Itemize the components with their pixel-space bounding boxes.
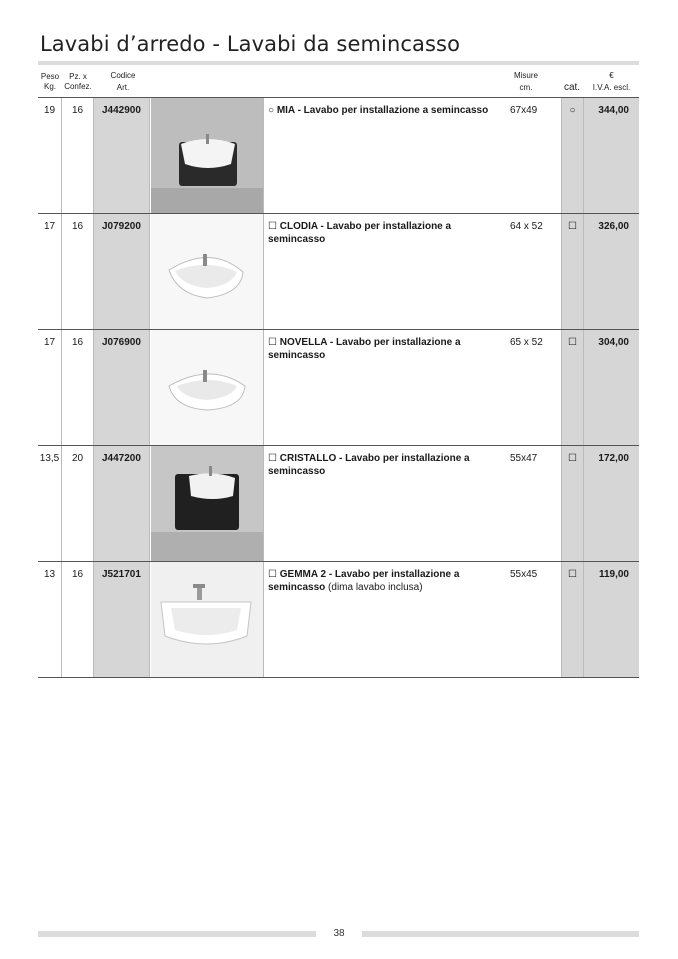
table-row [38, 330, 639, 446]
cell-code: J076900 [94, 330, 150, 445]
product-image [151, 98, 264, 213]
header-codice: Codice Art. [110, 71, 136, 92]
product-image [151, 330, 264, 445]
cell-code: J442900 [94, 98, 150, 213]
basin-illustration [151, 446, 263, 561]
header-cat: cat. [563, 82, 581, 93]
basin-illustration [151, 562, 263, 677]
cell-pz: 16 [62, 98, 94, 213]
header-price: € I.V.A. escl. [592, 71, 631, 92]
table-row [38, 98, 639, 214]
cell-cat: ☐ [561, 446, 584, 561]
cell-description: ○ MIA - Lavabo per installazione a semincasso [268, 105, 489, 116]
cell-misure: 55x47 [510, 453, 538, 464]
cell-description: ☐ GEMMA 2 - Lavabo per installazione a semincasso (dima lavabo inclusa) [268, 569, 460, 593]
cell-price: 304,00 [584, 330, 639, 445]
cell-pz: 16 [62, 330, 94, 445]
basin-illustration [151, 330, 263, 445]
product-image [151, 446, 264, 561]
cell-cat: ○ [561, 98, 584, 213]
cell-code: J079200 [94, 214, 150, 329]
cell-description: ☐ CRISTALLO - Lavabo per installazione a semincasso [268, 453, 470, 477]
cell-peso: 17 [38, 330, 62, 445]
footer-bar-left [38, 931, 316, 937]
page-number: 38 [333, 928, 345, 939]
cell-misure: 65 x 52 [510, 337, 543, 348]
cell-cat: ☐ [561, 330, 584, 445]
cell-price: 326,00 [584, 214, 639, 329]
cell-peso: 13 [38, 562, 62, 677]
cell-cat: ☐ [561, 562, 584, 677]
cell-misure: 55x45 [510, 569, 538, 580]
cell-misure: 64 x 52 [510, 221, 543, 232]
cell-price: 344,00 [584, 98, 639, 213]
table-row [38, 446, 639, 562]
cell-code: J521701 [94, 562, 150, 677]
title-divider [38, 61, 639, 65]
cell-price: 172,00 [584, 446, 639, 561]
product-table [38, 67, 639, 678]
cell-description: ☐ NOVELLA - Lavabo per installazione a semincasso [268, 337, 461, 361]
cell-cat: ☐ [561, 214, 584, 329]
footer-bar-right [362, 931, 639, 937]
product-image [151, 214, 264, 329]
page-title: Lavabi d’arredo - Lavabi da semincasso [40, 32, 461, 56]
basin-illustration [151, 214, 263, 329]
header-peso: Peso Kg. [40, 72, 60, 91]
table-row [38, 562, 639, 678]
cell-pz: 20 [62, 446, 94, 561]
cell-misure: 67x49 [510, 105, 538, 116]
cell-peso: 13,5 [38, 446, 62, 561]
header-misure: Misure cm. [513, 71, 538, 92]
cell-pz: 16 [62, 214, 94, 329]
cell-code: J447200 [94, 446, 150, 561]
table-row [38, 214, 639, 330]
header-pz-confez: Pz. x Confez. [64, 72, 92, 91]
basin-illustration [151, 98, 263, 213]
product-image [151, 562, 264, 677]
cell-peso: 17 [38, 214, 62, 329]
table-header [38, 67, 639, 98]
cell-peso: 19 [38, 98, 62, 213]
cell-description: ☐ CLODIA - Lavabo per installazione a semincasso [268, 221, 452, 245]
cell-price: 119,00 [584, 562, 639, 677]
cell-pz: 16 [62, 562, 94, 677]
